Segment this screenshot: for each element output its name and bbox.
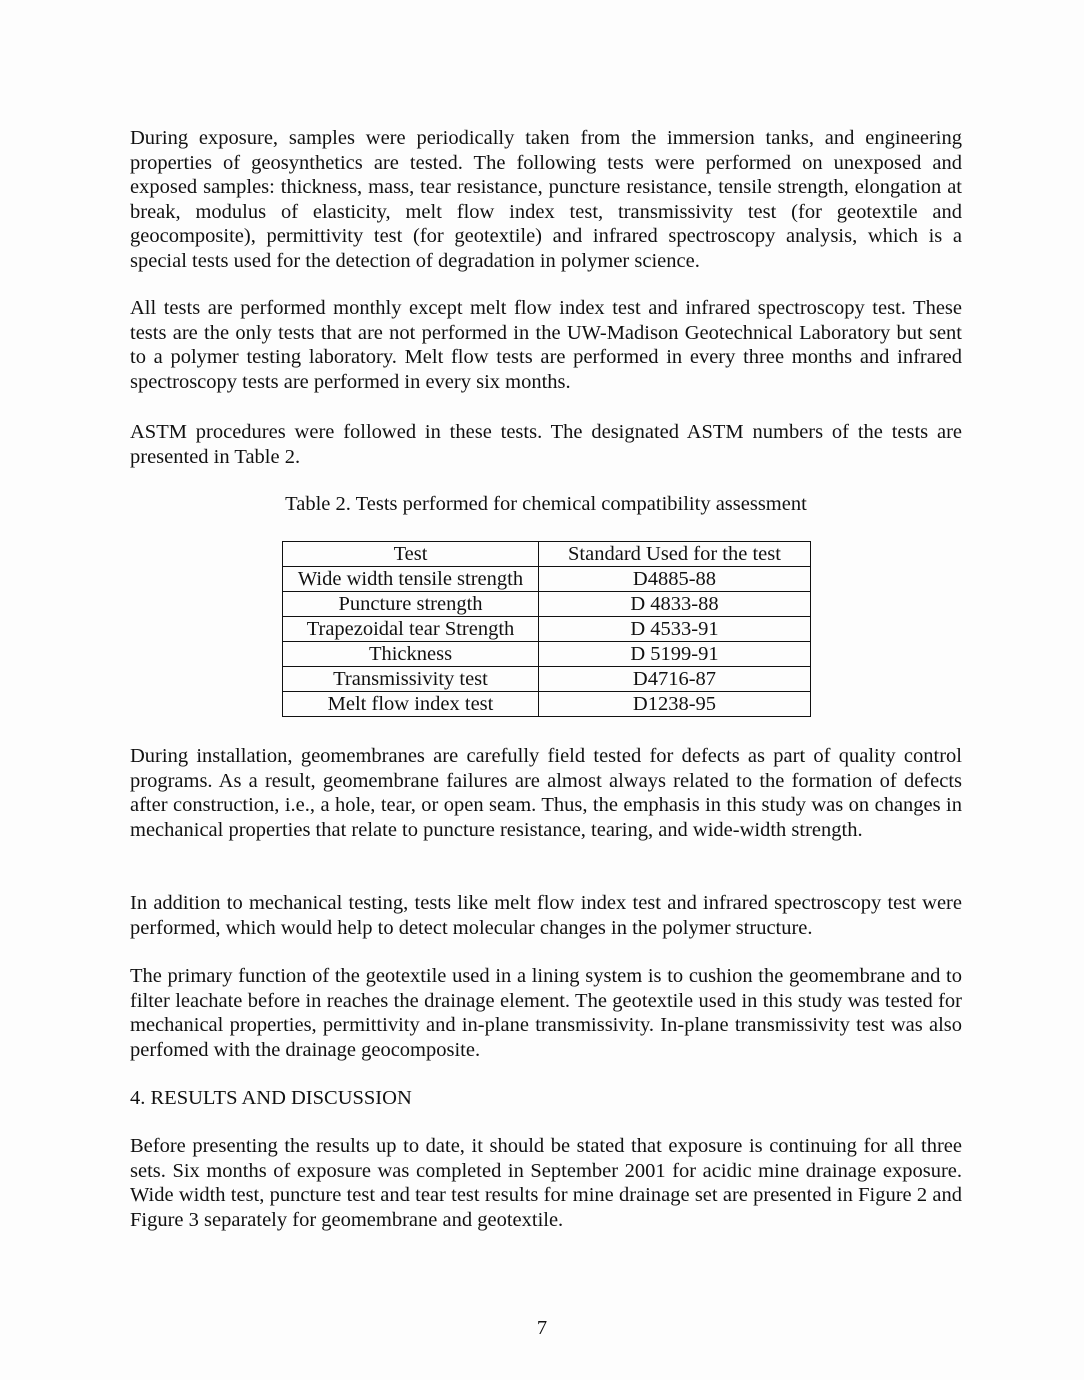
table-cell-test: Trapezoidal tear Strength <box>283 617 539 642</box>
table-row <box>283 642 811 667</box>
table-header-cell: Standard Used for the test <box>539 542 811 567</box>
paragraph-astm-procedures: ASTM procedures were followed in these tests. The designated ASTM numbers of the tests are presented in Table 2. <box>130 421 962 468</box>
table-row <box>283 617 811 642</box>
tests-table <box>282 541 811 717</box>
table-cell-test: Wide width tensile strength <box>283 567 539 592</box>
table-row <box>283 592 811 617</box>
table-cell-test: Melt flow index test <box>283 692 539 717</box>
paragraph-molecular-tests: In addition to mechanical testing, tests like melt flow index test and infrared spectroscopy test were performed, which would help to detect molecular changes in the polymer structure. <box>130 892 962 939</box>
table-header-cell: Test <box>283 542 539 567</box>
table-row <box>283 667 811 692</box>
table-cell-standard: D 4533-91 <box>539 617 811 642</box>
paragraph-geotextile-function: The primary function of the geotextile used in a lining system is to cushion the geomembrane and to filter leachate before in reaches the drainage element. The geotextile used in this study was tested for mechanical properties, permittivity and in-plane transmissivity. In-plane transmissivity test was also perfomed with the drainage geocomposite. <box>130 965 962 1061</box>
table-row <box>283 692 811 717</box>
paragraph-installation-defects: During installation, geomembranes are carefully field tested for defects as part of quality control programs. As a result, geomembrane failures are almost always related to the formation of defects after construction, i.e., a hole, tear, or open seam. Thus, the emphasis in this study was on changes in mechanical properties that relate to puncture resistance, tearing, and wide-width strength. <box>130 745 962 841</box>
section-heading: 4. RESULTS AND DISCUSSION <box>130 1087 412 1109</box>
paragraph-exposure-testing: During exposure, samples were periodically taken from the immersion tanks, and engineering properties of geosynthetics are tested. The following tests were performed on unexposed and exposed samples: thickness, mass, tear resistance, puncture resistance, tensile strength, elongation at break, modulus of elasticity, melt flow index test, transmissivity test (for geotextile and geocomposite), permittivity test (for geotextile) and infrared spectroscopy analysis, which is a special tests used for the detection of degradation in polymer science. <box>130 127 962 272</box>
page-number: 7 <box>536 1317 548 1339</box>
table-row <box>283 567 811 592</box>
table-cell-test: Thickness <box>283 642 539 667</box>
paragraph-results-intro: Before presenting the results up to date, it should be stated that exposure is continuing for all three sets. Six months of exposure was completed in September 2001 for acidic mine drainage exposure. Wide width test, puncture test and tear test results for mine drainage set are presented in Figure 2 and Figure 3 separately for geomembrane and geotextile. <box>130 1135 962 1231</box>
table-cell-standard: D 5199-91 <box>539 642 811 667</box>
table-caption: Table 2. Tests performed for chemical compatibility assessment <box>285 493 807 515</box>
table-cell-standard: D4885-88 <box>539 567 811 592</box>
table-cell-test: Puncture strength <box>283 592 539 617</box>
table-cell-standard: D 4833-88 <box>539 592 811 617</box>
table-cell-test: Transmissivity test <box>283 667 539 692</box>
table-cell-standard: D1238-95 <box>539 692 811 717</box>
table-cell-standard: D4716-87 <box>539 667 811 692</box>
table-header-row <box>283 542 811 567</box>
paragraph-test-schedule: All tests are performed monthly except melt flow index test and infrared spectroscopy test. These tests are the only tests that are not performed in the UW-Madison Geotechnical Laboratory but sent to a polymer testing laboratory. Melt flow tests are performed in every three months and infrared spectroscopy tests are performed in every six months. <box>130 297 962 393</box>
